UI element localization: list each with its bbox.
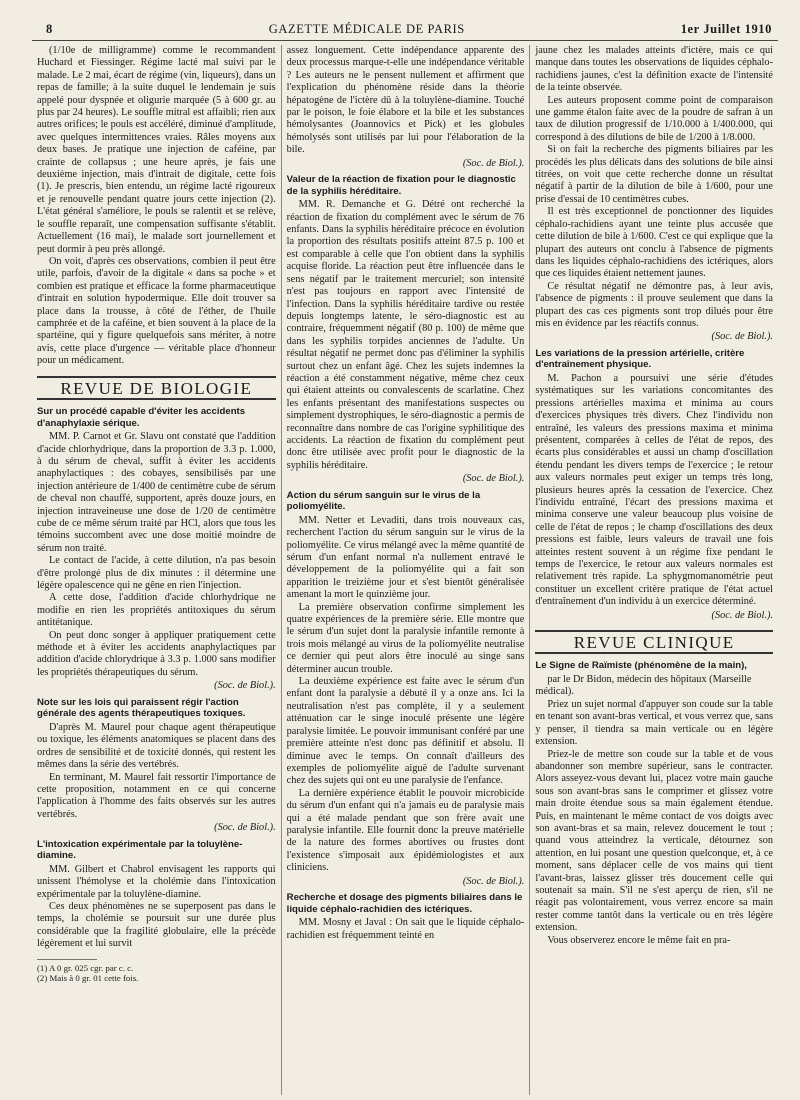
paragraph: Ces deux phénomènes ne se superposent pas dans le temps, la cholémie se poursuit sur une durée plus considérable que la fragilité globulaire, elle la précède légèrement et lui survit: [37, 900, 276, 950]
article-source: (Soc. de Biol.).: [711, 331, 773, 343]
paragraph: Ce résultat négatif ne démontre pas, à leur avis, l'absence de pigments : il prouve seulement que dans la plupart des cas ces pigments sont trop dilués pour être mis en évidence par les réactifs connus.: [535, 280, 773, 329]
article-byline: par le Dr Bidon, médecin des hôpitaux (Marseille médical).: [535, 674, 752, 698]
paragraph: D'après M. Maurel pour chaque agent thérapeutique ou toxique, les éléments anatomiques se placent dans des ordres de sensibilité et de toxicité donnés, qui restent les mêmes dans la série des vertébrés.: [37, 721, 276, 771]
paragraph: La dernière expérience établit le pouvoir microbicide du sérum d'un enfant qui n'a jamais eu de paralysie mais qui a été malade pendant que son frère avait une paralysie infantile. Elle fournit donc la preuve matérielle de la nature des formes abortives ou frustes dont l'existence s'imposait aux épidémiologistes et aux cliniciens.: [286, 787, 525, 874]
section-title-biologie: REVUE DE BIOLOGIE: [37, 376, 276, 400]
column-1: [32, 45, 281, 1095]
paragraph: MM. R. Demanche et G. Détré ont recherché la réaction de fixation du complément avec le sérum de 76 enfants. Dans la syphilis héréditaire précoce en évolution la proportion des résultats positifs atteint 87.5 p. 100 et est comparable à celle que l'on obtient dans la syphilis acquise floride. La réaction peut être influencée dans le sens négatif par le traitement mercuriel; son intensité n'est pas toujours en rapport avec l'intensité de l'infection. Dans la syphilis héréditaire tardive ou restée depuis longtemps latente, le séro-diagnostic est au contraire, fréquemment négatif (80 p. 100) de même que dans les syphilis torpides anciennes de l'adulte. Un résultat négatif ne permet donc pas d'éliminer la syphilis surtout chez un enfant âgé. Chez les sujets indemnes la réaction a été constamment négative, même chez ceux qui étaient atteints ou convalescents de scarlatine. Chez les enfants présentant des manifestations suspectes ou simplement dystrophiques, le séro-diagnostic a permis de reconnaître dans nombre de cas l'origine syphilitique des accidents. La réaction de fixation du complément peut donc être utilisée avec profit pour le diagnostic de la syphilis héréditaire.: [286, 199, 525, 471]
paragraph: Priez-le de mettre son coude sur la table et de vous abandonner son membre supérieur, sans le contracter. Alors asseyez-vous devant lui, placez votre main gauche sous son avant-bras sans le comprimer et glissez votre main droite étendue sous sa main également étendue. Puis, en maintenant le même contact de vos doigts avec son avant-bras et sa main, relevez doucement le tout ; quand vous atteindrez la verticale, détournez son attention, en lui posant une question quelconque, et, à ce moment, sans déplacer celle de vos mains qui tient l'avant-bras, laissez glisser très doucement celle qui soutenait sa main. S'il ne s'est aperçu de rien, s'il ne réagit pas volontairement, vous verrez encore sa main rester comme tantôt dans la verticale ou en très légère extension.: [535, 748, 773, 934]
paragraph: MM. Mosny et Javal : On sait que le liquide céphalo-rachidien est fréquemment teinté en: [286, 917, 525, 941]
paragraph: La première observation confirme simplement les quatre expériences de la première série. Elle montre que le sérum d'un sujet dont la paralysie infantile remonte à trois mois mélangé au virus de la poliomyélite neutralise ce dernier qui peut alors être inoculé au singe sans déterminer aucun trouble.: [286, 601, 525, 675]
footnotes: [37, 963, 276, 984]
article-title: Valeur de la réaction de fixation pour le diagnostic de la syphilis héréditaire.: [286, 174, 516, 197]
footnote: (2) Mais à 0 gr. 01 cette fois.: [37, 973, 139, 984]
paragraph: Priez un sujet normal d'appuyer son coude sur la table en tenant son avant-bras vertical, et vous verrez que, sans y penser, il tiendra sa main verticale ou en légère extension.: [535, 698, 773, 748]
journal-title: GAZETTE MÉDICALE DE PARIS: [268, 22, 465, 36]
columns: [32, 45, 778, 1095]
paragraph: MM. Gilbert et Chabrol envisagent les rapports qui unissent l'hémolyse et la cholémie dans l'intoxication expérimentale par la toluylène-diamine.: [37, 863, 276, 900]
paragraph: On peut donc songer à appliquer pratiquement cette méthode et à éviter les accidents anaphylactiques par addition d'acide chlorydrique à 3.3 p. 1.000 sans modifier les propriétés thérapeutiques du sérum.: [37, 629, 276, 678]
paragraph: On voit, d'après ces observations, combien il peut être utile, parfois, d'avoir de la digitale « dans sa poche » et combien est pratique et efficace la forme pharmaceutique d'intrait en solution hypodermique. Elle doit trouver sa place dans la trousse, à côté de l'éther, de l'huile camphrée et de la caféine, et bien souvent à la place de la spartéine, qui y figure quelquefois sans mériter, à notre avis, cette place d'urgence — véritable place d'honneur pour un médicament.: [37, 255, 276, 367]
paragraph: A cette dose, l'addition d'acide chlorhydrique ne modifie en rien les propriétés antitoxiques du sérum antitétanique.: [37, 592, 276, 629]
column-3: [529, 45, 778, 1095]
paragraph: M. Pachon a poursuivi une série d'études systématiques sur les variations concomitantes des pressions artérielles maxima et minima au cours d'exercices physiques très divers. Chez l'individu non entraîné, les valeurs des pressions maxima et minima présentent, comparées à celles de l'état de repos, des écarts plus considérables et aussi un champ d'oscillation étendu pendant les divers temps de l'exercice ; le retour aux valeurs normales peut exiger un temps très long, plusieurs heures après la cessation de l'exercice. Chez l'individu entraîné, l'écart des pressions maxima et minima conserve une valeur beaucoup plus voisine de celle de l'état de repos ; le champ d'oscillations des deux pressions est faible, leurs valeurs de travail une fois atteintes restent souvent à un régime fixe pendant le temps de l'exercice, le retour aux valeurs normales est relativement très rapide. La sphygmomanométrie peut constituer un excellent critère pratique de l'état actuel d'entraînement d'un individu à un exercice déterminé.: [535, 372, 773, 608]
article-title: Sur un procédé capable d'éviter les accidents d'anaphylaxie sérique.: [37, 405, 246, 429]
paragraph: MM. Netter et Levaditi, dans trois nouveaux cas, recherchent l'action du sérum sanguin sur le virus de la poliomyélite. Ce virus mélangé avec la même quantité de sérum d'un enfant normal n'a nullement entravé le développement de la poliomyélite qui a fait son apparition le treizième jour et s'est bientôt généralisée amenant la mort le quinzième jour.: [286, 514, 525, 601]
page-header: [32, 22, 778, 41]
article-source: (Soc. de Biol.).: [462, 875, 525, 887]
paragraph: Le contact de l'acide, à cette dilution, n'a pas besoin d'être prolongé plus de dix minutes : il détermine une légère opalescence qui ne gêne en rien l'injection.: [37, 555, 276, 592]
paragraph: jaune chez les malades atteints d'ictère, mais ce qui manque dans toutes les observations de liquides céphalo-rachidiens jaunes, c'est la définition exacte de l'intensité de la teinte observée.: [535, 45, 773, 94]
column-2: [281, 45, 530, 1095]
paragraph: (1/10e de milligramme) comme le recommandent Huchard et Fiessinger. Régime lacté mal suivi par le malade. Le 2 mai, écart de régime (vin, liqueurs), dans un repas de famille; à la suite duquel le lendemain je suis appelé pour dyspnée et oligurie marquée (5 à 600 gr. au plus par 24 heures). Le souffle mitral est affaibli; rien aux autres orifices; le pouls est accéléré, diminué d'amplitude, avec quelques intermittences vraies. Râles moyens aux deux bases. Je pratique une injection de caféine, par crainte de collapsus ; une heure après, je fais une deuxième injection, mais d'intrait de digitale, cette fois (1). Je prescris, bien entendu, un régime lacté rigoureux et je renouvelle pendant quatre jours cette injection (2). L'état général s'améliore, le pouls se ralentit et se relève, le souffle reparaît, une compensation suffisante s'établit. Actuellement (16 mai), le malade sort journellement et peut dormir à peu près allongé.: [37, 45, 276, 255]
paragraph: La deuxième expérience est faite avec le sérum d'un enfant dont la paralysie a débuté il y a onze ans. Ici la neutralisation n'est pas complète, il y a seulement atténuation car le singe inoculé présente une légère paralysie limitée. Le pouvoir immunisant conféré par une première atteinte n'est donc pas définitif et absolu. Il diminue avec le temps. On connaît d'ailleurs des exemples de poliomyélite aiguë de l'adulte survenant chez des sujets qui ont eu une paralysie de l'enfance.: [286, 676, 525, 787]
section-title-clinique: REVUE CLINIQUE: [535, 630, 773, 654]
paragraph: MM. P. Carnot et Gr. Slavu ont constaté que l'addition d'acide chlorhydrique, dans la proportion de 3.3 p. 1.000, à du sérum de cheval, suffit à éviter les accidents anaphylactiques : des cobayes, sensibilisés par une injection antérieure de 1/400 de centimètre cube de sérum de cheval non chauffé, supportent, après douze jours, en injection intraveineuse une dose de 1/20 de centimètre cube de ce même sérum traité par HCl, alors que tous les témoins succombent avec une dose moitié moindre de sérum non traité.: [37, 431, 276, 554]
article-source: (Soc. de Biol.).: [214, 822, 276, 834]
article-source: (Soc. de Biol.).: [711, 609, 773, 621]
paragraph: Les auteurs proposent comme point de comparaison une gamme étalon faite avec de la poudre de safran à un taux de dilution progressif de 1/10.000 à 1/400.000, qui correspond à des dilutions de bile de 1/200 à 1/8.000.: [535, 94, 773, 143]
page-number: 8: [46, 22, 53, 36]
article-source: (Soc. de Biol.).: [462, 157, 525, 169]
paragraph: Vous observerez encore le même fait en pra-: [547, 934, 731, 946]
paragraph: assez longuement. Cette indépendance apparente des deux processus marque-t-elle une indépendance véritable ? Les auteurs ne le pensent nullement et affirment que l'explication du phénomène réside dans la théorie hépatogène de l'ictère dû à la toluylène-diamine. Touché par le poison, le foie élabore et la bile et les substances hémolysantes (Joannovics et Pick) et les globules hémolysés sont utilisés par lui pour l'élaboration de la bile.: [286, 45, 525, 156]
article-title: Note sur les lois qui paraissent régir l'action générale des agents thérapeutiques toxiques.: [37, 696, 246, 720]
paragraph: Il est très exceptionnel de ponctionner des liquides céphalo-rachidiens ayant une teinte plus accusée que cette dilution de bile à 1/600. C'est ce qui explique que la plupart des auteurs ont conclu à l'absence de pigments dans les liquides céphalo-rachidiens des ictériques, alors que ces liquides étaient nettement jaunes.: [535, 206, 773, 280]
article-source: (Soc. de Biol.).: [214, 680, 276, 692]
issue-date: 1er Juillet 1910: [680, 22, 772, 36]
paragraph: Si on fait la recherche des pigments biliaires par les procédés les plus délicats dans des solutions de bile ainsi titrées, on voit que cette recherche donne un résultat négatif à partir de la dilution de bile à 1/600, pour une prise d'essai de 10 centimètres cubes.: [535, 144, 773, 205]
footnote: (1) A 0 gr. 025 cgr. par c. c.: [37, 962, 134, 973]
article-title: Recherche et dosage des pigments biliaires dans le liquide céphalo-rachidien des ictériques.: [286, 891, 523, 915]
article-title: Action du sérum sanguin sur le virus de la poliomyélite.: [286, 489, 481, 513]
article-title: L'intoxication expérimentale par la toluylène-diamine.: [37, 838, 243, 862]
article-title: Le Signe de Raïmiste (phénomène de la main),: [535, 660, 747, 672]
article-source: (Soc. de Biol.).: [462, 473, 525, 485]
article-title: Les variations de la pression artérielle, critère d'entraînement physique.: [535, 347, 745, 371]
paragraph: En terminant, M. Maurel fait ressortir l'importance de cette proposition, notamment en ce qui concerne l'application à l'homme des faits observés sur les autres vertébrés.: [37, 771, 276, 820]
